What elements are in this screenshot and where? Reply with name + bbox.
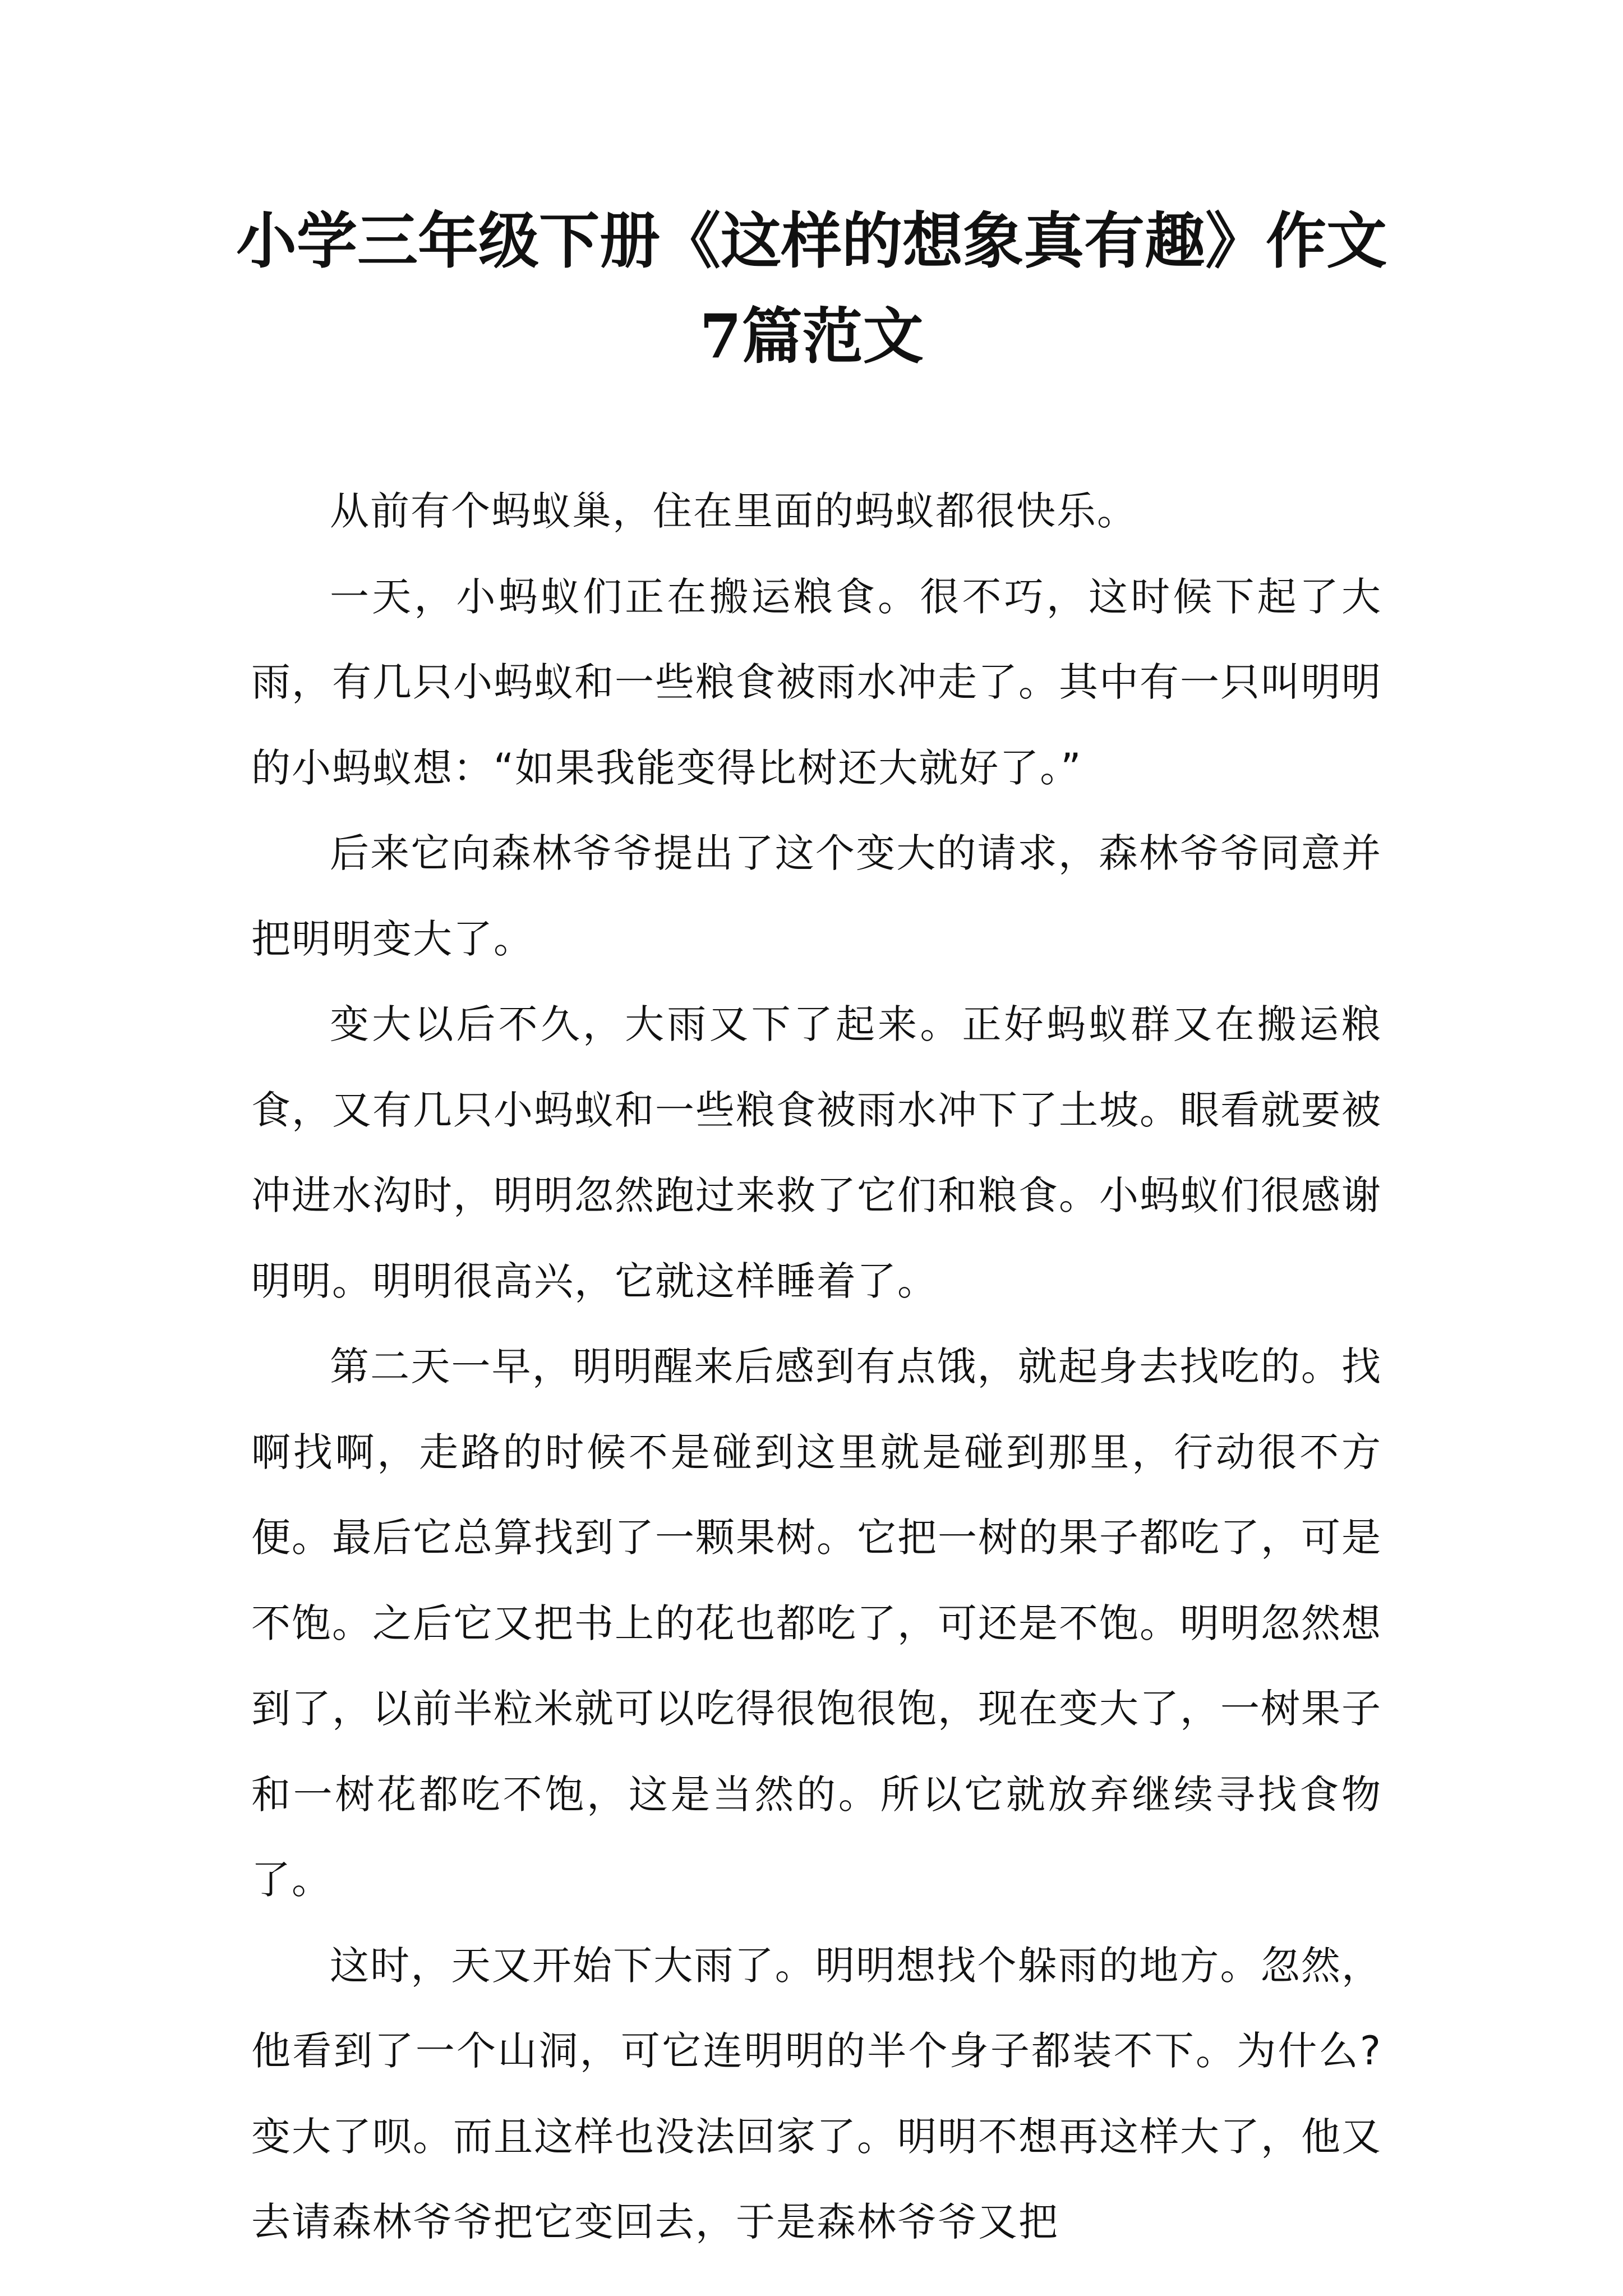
paragraph-6: 这时，天又开始下大雨了。明明想找个躲雨的地方。忽然，他看到了一个山洞，可它连明明的半个身子都装不下。为什么?变大了呗。而且这样也没法回家了。明明不想再这样大了，他又去请森林爷爷把它变回去，于是森林爷爷又把 <box>251 1942 1382 2245</box>
document-body <box>251 468 1382 2265</box>
paragraph-5: 第二天一早，明明醒来后感到有点饿，就起身去找吃的。找啊找啊，走路的时候不是碰到这里就是碰到那里，行动很不方便。最后它总算找到了一颗果树。它把一树的果子都吃了，可是不饱。之后它又把书上的花也都吃了，可还是不饱。明明忽然想到了，以前半粒米就可以吃得很饱很饱，现在变大了，一树果子和一树花都吃不饱，这是当然的。所以它就放弃继续寻找食物了。 <box>251 1343 1382 1903</box>
paragraph-2: 一天，小蚂蚁们正在搬运粮食。很不巧，这时候下起了大雨，有几只小蚂蚁和一些粮食被雨水冲走了。其中有一只叫明明的小蚂蚁想：“如果我能变得比树还大就好了。” <box>251 573 1382 791</box>
paragraph-1: 从前有个蚂蚁巢，住在里面的蚂蚁都很快乐。 <box>330 488 1137 534</box>
document-title <box>236 194 1387 384</box>
title-line-1: 小学三年级下册《这样的想象真有趣》作文 <box>236 206 1387 277</box>
paragraph-3: 后来它向森林爷爷提出了这个变大的请求，森林爷爷同意并把明明变大了。 <box>251 830 1382 962</box>
paragraph-4: 变大以后不久，大雨又下了起来。正好蚂蚁群又在搬运粮食，又有几只小蚂蚁和一些粮食被雨水冲下了土坡。眼看就要被冲进水沟时，明明忽然跑过来救了它们和粮食。小蚂蚁们很感谢明明。明明很高兴，它就这样睡着了。 <box>251 1001 1382 1304</box>
title-line-2: 7篇范文 <box>699 301 924 372</box>
